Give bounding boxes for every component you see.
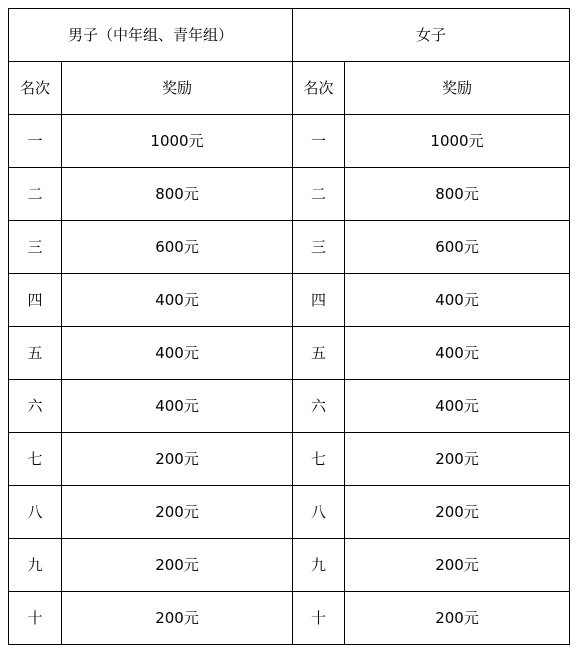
table-row <box>9 592 570 645</box>
women-rank-cell: 四 <box>293 274 345 327</box>
women-rank-cell: 六 <box>293 380 345 433</box>
men-rank-cell: 一 <box>9 115 62 168</box>
men-award-cell: 400元 <box>62 380 293 433</box>
table-row <box>9 433 570 486</box>
women-award-cell: 1000元 <box>345 115 570 168</box>
women-award-cell: 400元 <box>345 274 570 327</box>
men-award-cell: 200元 <box>62 539 293 592</box>
women-rank-cell: 五 <box>293 327 345 380</box>
women-award-cell: 400元 <box>345 327 570 380</box>
men-rank-cell: 九 <box>9 539 62 592</box>
table-row <box>9 274 570 327</box>
women-award-cell: 200元 <box>345 486 570 539</box>
men-award-cell: 800元 <box>62 168 293 221</box>
table-row <box>9 539 570 592</box>
women-rank-cell: 八 <box>293 486 345 539</box>
prize-table <box>8 8 570 645</box>
table-row <box>9 486 570 539</box>
table-row <box>9 221 570 274</box>
column-header-row <box>9 62 570 115</box>
men-rank-cell: 十 <box>9 592 62 645</box>
men-group-header: 男子（中年组、青年组） <box>9 9 293 62</box>
group-header-row <box>9 9 570 62</box>
women-rank-cell: 二 <box>293 168 345 221</box>
men-rank-cell: 八 <box>9 486 62 539</box>
women-award-header: 奖励 <box>345 62 570 115</box>
women-rank-cell: 十 <box>293 592 345 645</box>
women-award-cell: 200元 <box>345 539 570 592</box>
table-row <box>9 115 570 168</box>
men-award-cell: 400元 <box>62 327 293 380</box>
women-rank-cell: 九 <box>293 539 345 592</box>
men-award-cell: 200元 <box>62 486 293 539</box>
men-award-cell: 600元 <box>62 221 293 274</box>
women-group-header: 女子 <box>293 9 570 62</box>
men-rank-cell: 七 <box>9 433 62 486</box>
women-rank-cell: 一 <box>293 115 345 168</box>
men-rank-cell: 五 <box>9 327 62 380</box>
women-rank-cell: 七 <box>293 433 345 486</box>
men-award-cell: 1000元 <box>62 115 293 168</box>
table-row <box>9 380 570 433</box>
men-award-cell: 400元 <box>62 274 293 327</box>
men-award-cell: 200元 <box>62 592 293 645</box>
men-rank-cell: 三 <box>9 221 62 274</box>
men-rank-cell: 四 <box>9 274 62 327</box>
women-award-cell: 200元 <box>345 592 570 645</box>
men-award-header: 奖励 <box>62 62 293 115</box>
women-award-cell: 400元 <box>345 380 570 433</box>
table-row <box>9 327 570 380</box>
men-rank-cell: 二 <box>9 168 62 221</box>
men-award-cell: 200元 <box>62 433 293 486</box>
women-award-cell: 600元 <box>345 221 570 274</box>
women-rank-header: 名次 <box>293 62 345 115</box>
men-rank-header: 名次 <box>9 62 62 115</box>
women-award-cell: 800元 <box>345 168 570 221</box>
table-row <box>9 168 570 221</box>
women-rank-cell: 三 <box>293 221 345 274</box>
men-rank-cell: 六 <box>9 380 62 433</box>
women-award-cell: 200元 <box>345 433 570 486</box>
